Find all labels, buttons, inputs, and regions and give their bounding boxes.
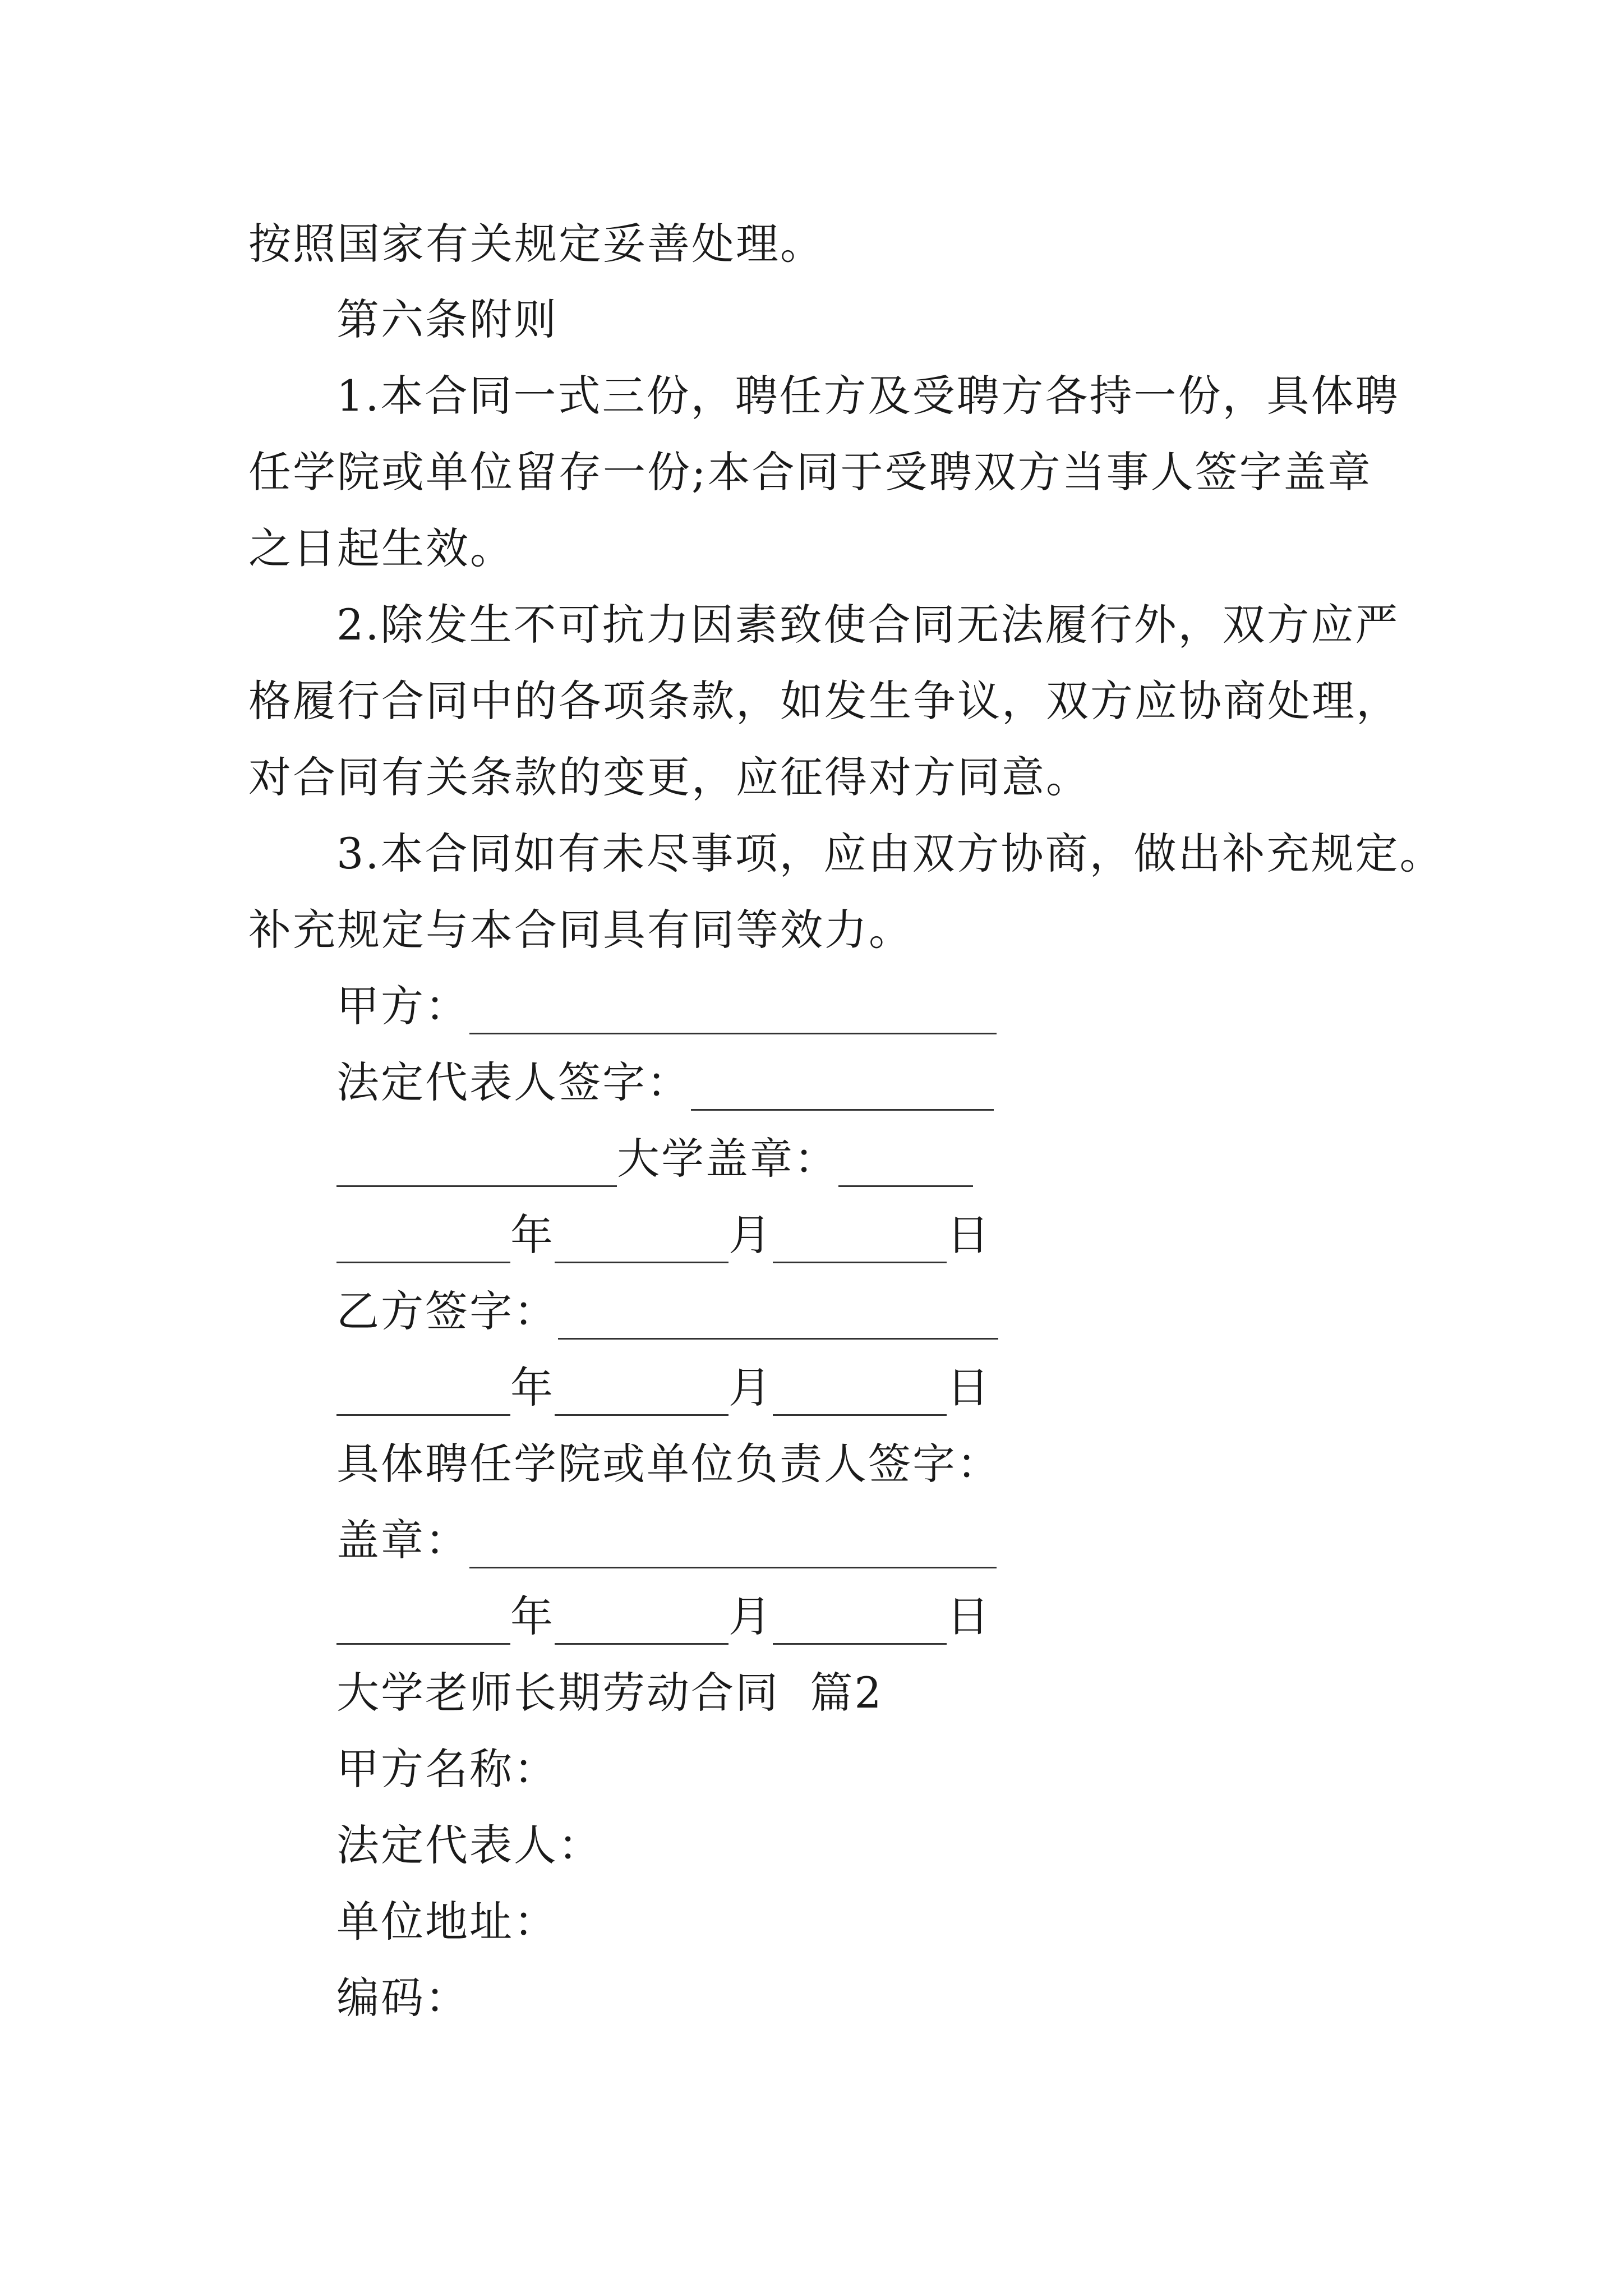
seal-row bbox=[336, 1512, 997, 1568]
clause-3-line-2: 补充规定与本合同具有同等效力。 bbox=[248, 905, 913, 955]
date-row-2 bbox=[336, 1360, 991, 1416]
date-row-3 bbox=[336, 1589, 991, 1645]
article-end-text: 按照国家有关规定妥善处理。 bbox=[248, 219, 824, 269]
legal-rep-label: 法定代表人： bbox=[336, 1820, 602, 1870]
date-row-1 bbox=[336, 1207, 991, 1263]
day-label: 日 bbox=[947, 1363, 991, 1412]
university-seal-blank[interactable] bbox=[838, 1146, 973, 1187]
month-blank[interactable] bbox=[555, 1604, 728, 1645]
year-label: 年 bbox=[510, 1591, 555, 1641]
month-label: 月 bbox=[728, 1210, 773, 1260]
next-contract-title: 大学老师长期劳动合同 篇2 bbox=[336, 1668, 883, 1718]
seal-label: 盖章： bbox=[336, 1515, 469, 1565]
clause-1-line-1: 1.本合同一式三份，聘任方及受聘方各持一份，具体聘 bbox=[336, 371, 1400, 421]
day-blank[interactable] bbox=[773, 1604, 947, 1645]
party-b-sign-label: 乙方签字： bbox=[336, 1286, 558, 1336]
clause-2-line-3: 对合同有关条款的变更，应征得对方同意。 bbox=[248, 752, 1090, 802]
clause-2-line-1: 2.除发生不可抗力因素致使合同无法履行外，双方应严 bbox=[336, 600, 1400, 650]
party-b-sign-blank[interactable] bbox=[558, 1299, 998, 1340]
address-label: 单位地址： bbox=[336, 1897, 558, 1947]
legal-rep-sign-row bbox=[336, 1055, 994, 1111]
party-a-row bbox=[336, 978, 997, 1034]
clause-1-line-3: 之日起生效。 bbox=[248, 523, 514, 573]
month-blank[interactable] bbox=[555, 1375, 728, 1416]
party-a-label: 甲方： bbox=[336, 981, 469, 1031]
month-blank[interactable] bbox=[555, 1222, 728, 1263]
clause-3-line-1: 3.本合同如有未尽事项，应由双方协商，做出补充规定。 bbox=[336, 829, 1444, 878]
month-label: 月 bbox=[728, 1591, 773, 1641]
seal-blank[interactable] bbox=[469, 1527, 997, 1568]
clause-2-line-2: 格履行合同中的各项条款，如发生争议，双方应协商处理， bbox=[248, 676, 1400, 726]
year-blank[interactable] bbox=[336, 1604, 510, 1645]
university-seal-row bbox=[336, 1131, 973, 1187]
month-label: 月 bbox=[728, 1363, 773, 1412]
day-blank[interactable] bbox=[773, 1222, 947, 1263]
day-blank[interactable] bbox=[773, 1375, 947, 1416]
clause-1-line-2: 任学院或单位留存一份;本合同于受聘双方当事人签字盖章 bbox=[248, 447, 1372, 497]
year-label: 年 bbox=[510, 1210, 555, 1260]
dept-head-sign-label: 具体聘任学院或单位负责人签字： bbox=[336, 1439, 1001, 1489]
university-name-blank[interactable] bbox=[336, 1146, 617, 1187]
section-heading: 第六条附则 bbox=[336, 295, 558, 344]
year-blank[interactable] bbox=[336, 1222, 510, 1263]
legal-rep-sign-label: 法定代表人签字： bbox=[336, 1057, 691, 1107]
code-label: 编码： bbox=[336, 1973, 469, 2023]
party-a-blank[interactable] bbox=[469, 993, 997, 1034]
university-seal-label: 大学盖章： bbox=[617, 1134, 838, 1184]
legal-rep-sign-blank[interactable] bbox=[691, 1070, 994, 1111]
day-label: 日 bbox=[947, 1210, 991, 1260]
year-blank[interactable] bbox=[336, 1375, 510, 1416]
year-label: 年 bbox=[510, 1363, 555, 1412]
party-a-name-label: 甲方名称： bbox=[336, 1744, 558, 1794]
day-label: 日 bbox=[947, 1591, 991, 1641]
party-b-sign-row bbox=[336, 1283, 998, 1340]
